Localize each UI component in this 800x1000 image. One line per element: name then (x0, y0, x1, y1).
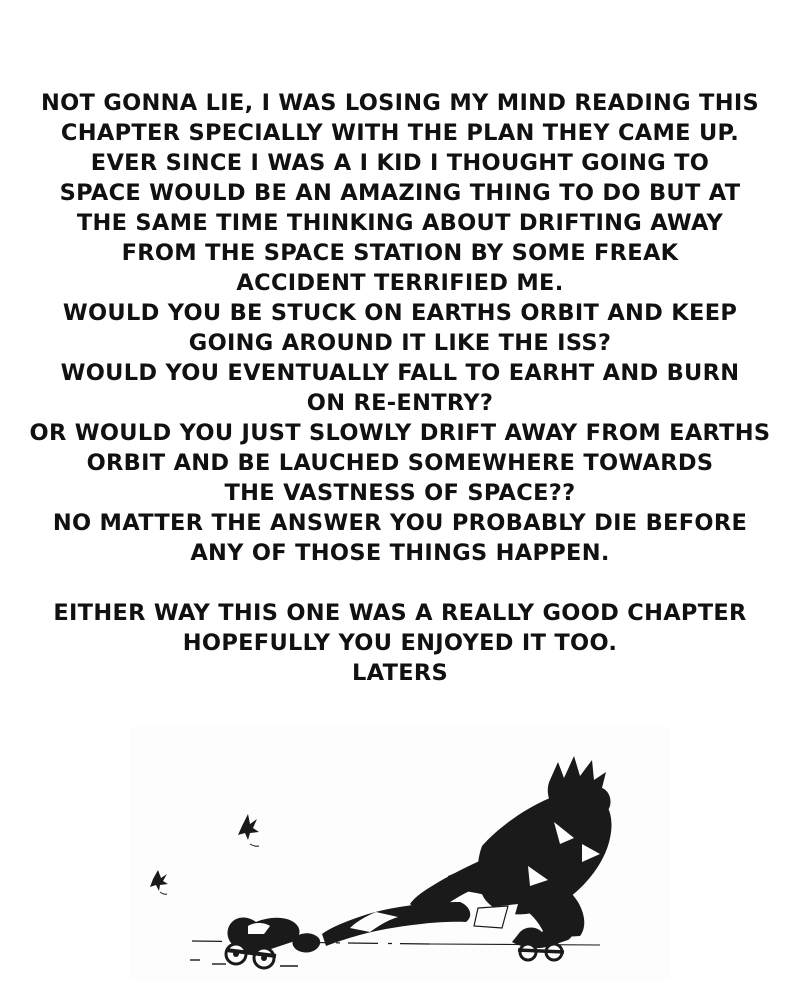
note-line: ORBIT AND BE LAUCHED SOMEWHERE TOWARDS (86, 450, 714, 476)
note-line: CHAPTER SPECIALLY WITH THE PLAN THEY CAME UP. (60, 120, 740, 146)
note-line: ACCIDENT TERRIFIED ME. (236, 270, 564, 296)
note-line: WOULD YOU EVENTUALLY FALL TO EARHT AND BURN (60, 360, 740, 386)
note-line-spacer (0, 568, 800, 598)
note-line: ON RE-ENTRY? (306, 390, 494, 416)
note-line: LATERS (351, 660, 449, 686)
note-line: THE VASTNESS OF SPACE?? (224, 480, 576, 506)
author-note (0, 88, 800, 688)
note-line: THE SAME TIME THINKING ABOUT DRIFTING AWAY (76, 210, 724, 236)
note-line: HOPEFULLY YOU ENJOYED IT TOO. (182, 630, 618, 656)
note-line: OR WOULD YOU JUST SLOWLY DRIFT AWAY FROM EARTHS (29, 420, 771, 446)
note-line: EVER SINCE I WAS A I KID I THOUGHT GOING TO (90, 150, 710, 176)
note-line: FROM THE SPACE STATION BY SOME FREAK (121, 240, 679, 266)
note-line: WOULD YOU BE STUCK ON EARTHS ORBIT AND KEEP (62, 300, 738, 326)
manga-illustration (130, 726, 670, 981)
note-line: ANY OF THOSE THINGS HAPPEN. (190, 540, 610, 566)
note-line: EITHER WAY THIS ONE WAS A REALLY GOOD CHAPTER (53, 600, 747, 626)
note-line: GOING AROUND IT LIKE THE ISS? (188, 330, 612, 356)
note-line: NO MATTER THE ANSWER YOU PROBABLY DIE BEFORE (52, 510, 748, 536)
note-line: SPACE WOULD BE AN AMAZING THING TO DO BUT AT (59, 180, 741, 206)
note-line: NOT GONNA LIE, I WAS LOSING MY MIND READING THIS (41, 90, 759, 116)
